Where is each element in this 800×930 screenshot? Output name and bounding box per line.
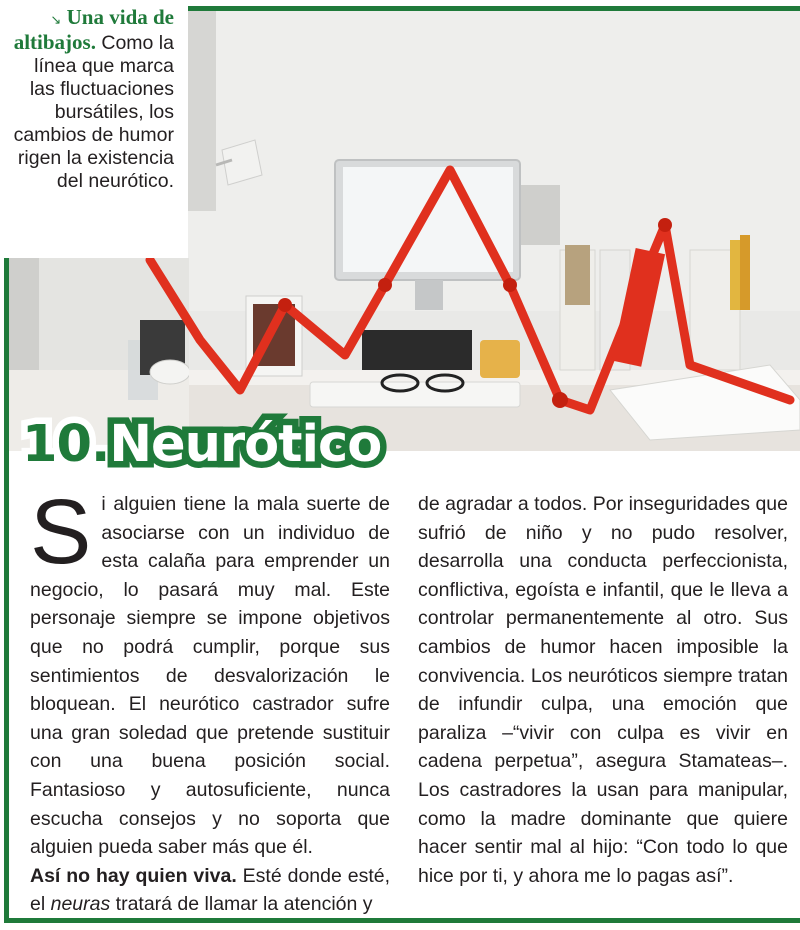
headline-title: Neurótico bbox=[109, 415, 382, 474]
caption-text: Como la línea que marca las fluctuaciones bursátiles, los cambios de humor rigen la existencia del neurótico. bbox=[13, 32, 174, 192]
paragraph-2 bbox=[30, 862, 390, 919]
paragraph-2-italic: neuras bbox=[50, 893, 111, 916]
paragraph-2-continued: de agradar a todos. Por inseguridades que sufrió de niño y no pudo resolver, desarrolla una conducta perfeccionista, conflictiva, egoísta e infantil, que le lleva a controlar permanentemente al otro. Sus cambios de humor hacen imposible la convivencia. Los neuróticos siempre tratan de infundir culpa, una emoción que paraliza –“vivir con culpa es vivir en cadena perpetua”, asegura Stamateas–. Los castradores la usan para manipular, como la madre dominante que quiere hacer sentir mal al hijo: “Con todo lo que hice por ti, y ahora me lo pagas así”. bbox=[418, 493, 788, 887]
drop-cap: S bbox=[30, 481, 92, 583]
paragraph-2-text-a: Esté donde esté, el bbox=[30, 864, 390, 916]
photo-caption bbox=[8, 6, 174, 193]
body-column-right bbox=[418, 490, 788, 890]
desk-photo bbox=[188, 11, 800, 451]
headline-number: 10. bbox=[22, 415, 110, 474]
paragraph-1-text: i alguien tiene la mala suerte de asociarse con un individuo de esta calaña para emprender un negocio, lo pasará muy mal. Este personaje siempre se impone objetivos que no podrá cumplir, porque sus sentimientos de desvalorización le bloquean. El neurótico castrador sufre una gran soledad que pretende sustituir con una buena posición social. Fantasioso y autosuficiente, nunca escucha consejos y no soporta que alguien pueda saber más que él. bbox=[30, 493, 390, 859]
subheading: Así no hay quien viva. bbox=[30, 864, 237, 887]
paragraph-2-text-b: tratará de llamar la atención y bbox=[115, 893, 373, 916]
body-column-left bbox=[30, 481, 390, 919]
arrow-icon: ↘ bbox=[50, 12, 62, 27]
paragraph-1 bbox=[30, 481, 390, 862]
article-headline bbox=[22, 410, 381, 480]
caption-lead: Una vida de altibajos. bbox=[13, 5, 174, 54]
